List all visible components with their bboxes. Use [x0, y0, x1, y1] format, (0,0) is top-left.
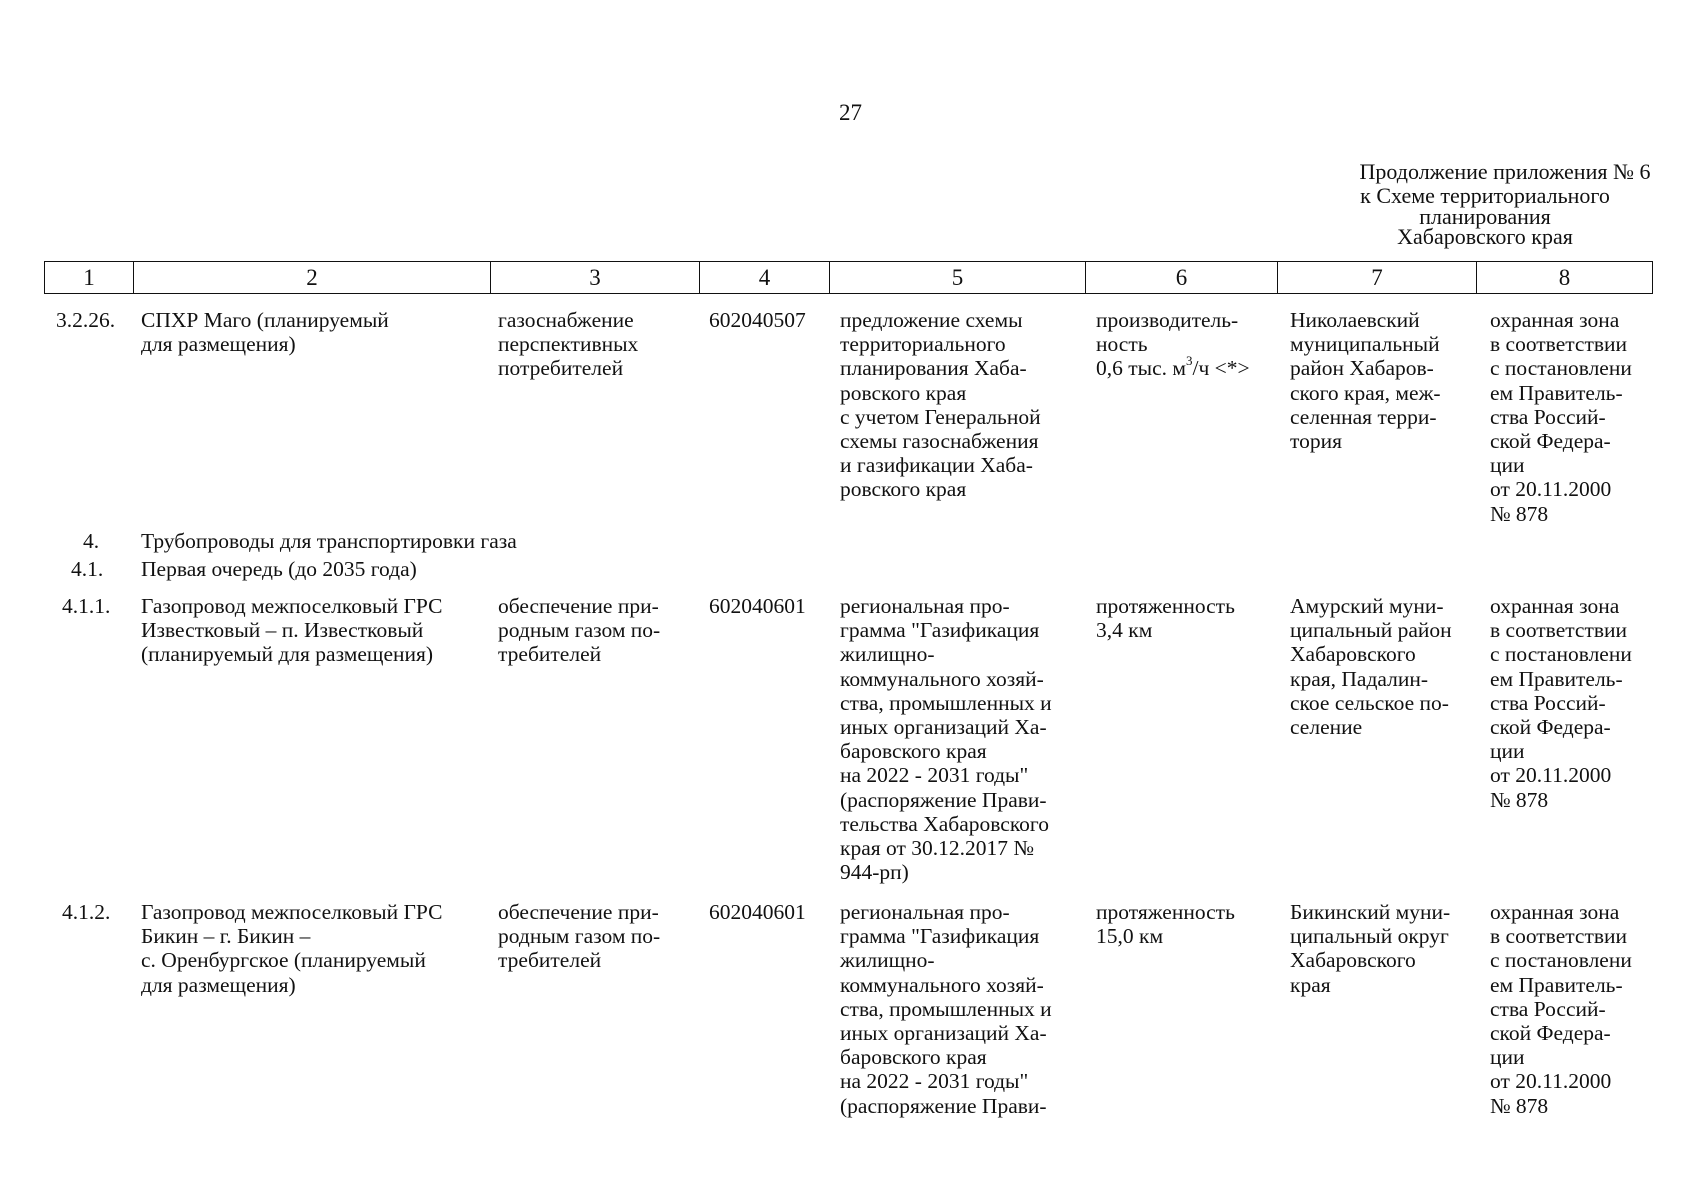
basis-line: ства, промышленных и [840, 690, 1052, 715]
basis-line: баровского края [840, 1045, 987, 1070]
location-line: муниципальный [1290, 332, 1440, 357]
object-name-line: СПХР Маго (планируемый [141, 308, 389, 332]
appendix-line: Продолжение приложения № 6 [1359, 159, 1651, 184]
location-line: ципальный округ [1290, 924, 1449, 949]
location-line: края [1290, 972, 1331, 997]
basis-line: планирования Хаба- [840, 356, 1027, 381]
row-number: 3.2.26. [56, 308, 116, 332]
section-number: 4. [83, 529, 100, 553]
location-line: селенная терри- [1290, 404, 1437, 429]
purpose-line: родным газом по- [498, 924, 661, 949]
zone-line: ства Россий- [1490, 996, 1606, 1021]
zone-line: охранная зона [1490, 594, 1620, 618]
zone-line: охранная зона [1490, 900, 1620, 924]
basis-document [840, 308, 1041, 502]
location-line: селение [1290, 715, 1363, 740]
object-name-line: для размещения) [141, 972, 296, 997]
basis-line: предложение схемы [840, 308, 1023, 332]
appendix-note [1290, 160, 1680, 249]
zone-requirement [1490, 594, 1632, 812]
basis-document [840, 594, 1052, 884]
zone-line: от 20.11.2000 [1490, 763, 1612, 788]
basis-document [840, 900, 1052, 1118]
basis-line: на 2022 - 2031 годы" [840, 1069, 1029, 1094]
zone-line: № 878 [1490, 787, 1549, 812]
header-cell: 4 [700, 262, 830, 294]
header-cell: 8 [1477, 262, 1653, 294]
object-code: 602040507 [709, 308, 806, 332]
characteristic-line: 3,4 км [1096, 618, 1153, 643]
purpose-line: родным газом по- [498, 618, 661, 643]
basis-line: с учетом Генеральной [840, 404, 1041, 429]
object-name-line: Бикин – г. Бикин – [141, 924, 311, 949]
zone-line: № 878 [1490, 1093, 1549, 1118]
zone-line: охранная зона [1490, 308, 1620, 332]
object-characteristic [1096, 900, 1235, 948]
purpose-line: требителей [498, 642, 602, 667]
object-code: 602040601 [709, 594, 806, 618]
location-line: Бикинский муни- [1290, 900, 1451, 924]
header-row [45, 262, 1653, 294]
characteristic-line: 15,0 км [1096, 924, 1164, 949]
basis-line: региональная про- [840, 900, 1010, 924]
basis-line: ровского края [840, 380, 967, 405]
object-name-line: с. Оренбургское (планируемый [141, 948, 426, 973]
object-code: 602040601 [709, 900, 806, 924]
object-name-line: Известковый – п. Известковый [141, 618, 424, 643]
zone-line: ции [1490, 739, 1525, 764]
zone-line: в соответствии [1490, 618, 1628, 643]
row-number: 4.1.1. [62, 594, 111, 618]
purpose-line: обеспечение при- [498, 594, 659, 618]
zone-line: ем Правитель- [1490, 380, 1623, 405]
header-cell: 3 [491, 262, 700, 294]
location-line: Николаевский [1290, 308, 1420, 332]
object-purpose [498, 308, 638, 381]
location-line: края, Падалин- [1290, 666, 1429, 691]
object-name-line: (планируемый для размещения) [141, 642, 434, 667]
zone-line: ции [1490, 453, 1525, 478]
basis-line: баровского края [840, 739, 987, 764]
basis-line: тельства Хабаровского [840, 811, 1049, 836]
basis-line: иных организаций Ха- [840, 1021, 1047, 1046]
basis-line: (распоряжение Прави- [840, 1093, 1047, 1118]
page-number: 27 [839, 100, 862, 125]
purpose-line: потребителей [498, 356, 624, 381]
characteristic-unit: /ч <*> [1192, 356, 1250, 381]
purpose-line: газоснабжение [498, 308, 634, 332]
subsection-title: Первая очередь (до 2035 года) [141, 557, 417, 581]
zone-line: ства Россий- [1490, 404, 1606, 429]
object-purpose [498, 594, 660, 667]
basis-line: (распоряжение Прави- [840, 787, 1047, 812]
appendix-line: планирования [1419, 204, 1551, 229]
appendix-line: к Схеме территориального [1360, 183, 1610, 208]
zone-line: от 20.11.2000 [1490, 1069, 1612, 1094]
basis-line: грамма "Газификация [840, 618, 1040, 643]
zone-line: в соответствии [1490, 332, 1628, 357]
object-name-line: для размещения) [141, 332, 296, 357]
object-characteristic [1096, 594, 1235, 642]
zone-line: ции [1490, 1045, 1525, 1070]
zone-requirement [1490, 308, 1632, 526]
zone-line: от 20.11.2000 [1490, 477, 1612, 502]
object-name [141, 594, 442, 667]
zone-line: ской Федера- [1490, 429, 1611, 454]
object-purpose [498, 900, 660, 973]
basis-line: 944-рп) [840, 860, 909, 885]
zone-line: ской Федера- [1490, 715, 1611, 740]
characteristic-amount: 0,6 тыс. м [1096, 356, 1186, 381]
basis-line: территориального [840, 332, 1006, 357]
header-cell: 7 [1278, 262, 1477, 294]
header-cell: 5 [830, 262, 1086, 294]
characteristic-line: протяженность [1096, 594, 1235, 618]
purpose-line: обеспечение при- [498, 900, 659, 924]
zone-line: ем Правитель- [1490, 666, 1623, 691]
basis-line: ства, промышленных и [840, 996, 1052, 1021]
basis-line: жилищно- [840, 948, 935, 973]
basis-line: коммунального хозяй- [840, 666, 1044, 691]
header-cell: 2 [134, 262, 491, 294]
object-name [141, 308, 389, 356]
object-name [141, 900, 442, 997]
location-line: ского края, меж- [1290, 380, 1441, 405]
header-cell: 6 [1086, 262, 1278, 294]
basis-line: иных организаций Ха- [840, 715, 1047, 740]
zone-line: с постановлени [1490, 356, 1632, 381]
basis-line: схемы газоснабжения [840, 429, 1039, 454]
basis-line: региональная про- [840, 594, 1010, 618]
basis-line: грамма "Газификация [840, 924, 1040, 949]
basis-line: жилищно- [840, 642, 935, 667]
basis-line: ровского края [840, 477, 967, 502]
purpose-line: требителей [498, 948, 602, 973]
characteristic-line: производитель- [1096, 308, 1239, 332]
row-number: 4.1.2. [62, 900, 111, 924]
zone-requirement [1490, 900, 1632, 1118]
column-number-header [44, 261, 1653, 294]
basis-line: коммунального хозяй- [840, 972, 1044, 997]
unit-superscript: 3 [1186, 353, 1193, 369]
object-location [1290, 308, 1441, 453]
basis-line: и газификации Хаба- [840, 453, 1033, 478]
subsection-number: 4.1. [71, 557, 104, 581]
zone-line: ства Россий- [1490, 690, 1606, 715]
header-cell: 1 [45, 262, 134, 294]
location-line: Хабаровского [1290, 642, 1416, 667]
location-line: тория [1290, 429, 1343, 454]
object-name-line: Газопровод межпоселковый ГРС [141, 900, 443, 924]
basis-line: края от 30.12.2017 № [840, 836, 1034, 861]
characteristic-line: протяженность [1096, 900, 1235, 924]
location-line: ское сельское по- [1290, 690, 1449, 715]
object-location [1290, 594, 1452, 739]
section-title: Трубопроводы для транспортировки газа [141, 529, 517, 553]
location-line: Хабаровского [1290, 948, 1416, 973]
object-characteristic [1096, 308, 1250, 381]
appendix-line: Хабаровского края [1397, 224, 1573, 249]
zone-line: в соответствии [1490, 924, 1628, 949]
location-line: Амурский муни- [1290, 594, 1444, 618]
zone-line: с постановлени [1490, 948, 1632, 973]
zone-line: № 878 [1490, 501, 1549, 526]
location-line: район Хабаров- [1290, 356, 1434, 381]
object-location [1290, 900, 1450, 997]
object-name-line: Газопровод межпоселковый ГРС [141, 594, 443, 618]
purpose-line: перспективных [498, 332, 639, 357]
characteristic-line: ность [1096, 332, 1148, 357]
zone-line: с постановлени [1490, 642, 1632, 667]
characteristic-value [1096, 353, 1250, 381]
basis-line: на 2022 - 2031 годы" [840, 763, 1029, 788]
location-line: ципальный район [1290, 618, 1452, 643]
zone-line: ем Правитель- [1490, 972, 1623, 997]
zone-line: ской Федера- [1490, 1021, 1611, 1046]
